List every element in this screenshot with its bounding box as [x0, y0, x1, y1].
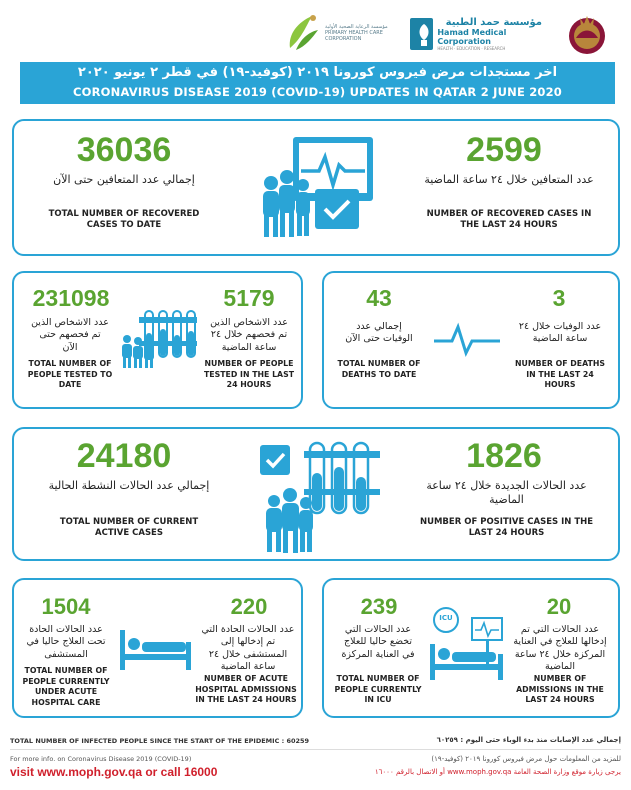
- visit-website-link[interactable]: visit www.moph.gov.qa or call 16000: [10, 765, 218, 779]
- active-daily-ar: عدد الحالات الجديدة خلال ٢٤ ساعة الماضية: [426, 479, 587, 507]
- icu-daily-ar: عدد الحالات التي تم إدخالها للعلاج في العناية المركزة خلال ٢٤ ساعة الماضية: [513, 624, 607, 673]
- more-info-en: For more info. on Coronavirus Disease 2019 (COVID-19): [10, 755, 192, 763]
- hospital-daily-ar: عدد الحالات الحادة التي تم إدخالها إلى المستشفى خلال ٢٤ ساعة الماضية: [201, 624, 295, 673]
- total-infected-en: TOTAL NUMBER OF INFECTED PEOPLE SINCE THE START OF THE EPIDEMIC : 60259: [10, 737, 310, 745]
- recovered-total-en: TOTAL NUMBER OF RECOVERED CASES TO DATE: [48, 209, 200, 231]
- tests-total-ar: عدد الاشخاص الذين تم فحصهم حتى الآن: [31, 317, 109, 353]
- tests-daily-value: 5179: [223, 285, 275, 311]
- icu-total-en: TOTAL NUMBER OF PEOPLE CURRENTLY IN ICU: [334, 674, 422, 705]
- total-infected-ar: إجمالي عدد الإصابات منذ بدء الوباء حتى اليوم : ٦٠٢٥٩: [436, 736, 621, 744]
- header-logos: [0, 0, 631, 62]
- active-cases-tubes-icon: [254, 437, 384, 557]
- tests-daily-ar: عدد الاشخاص الذين تم فحصهم خلال ٢٤ ساعة الماضية: [210, 317, 288, 353]
- recovered-total-value: 36036: [76, 131, 172, 169]
- hospital-total-value: 1504: [41, 594, 91, 619]
- recovered-daily-ar: عدد المتعافين خلال ٢٤ ساعة الماضية: [424, 173, 594, 186]
- hmc-name-ar: مؤسسة حمد الطبية: [445, 16, 542, 28]
- deaths-total-ar: إجمالي عدد الوفيات حتى الآن: [345, 321, 413, 345]
- deaths-daily-en: NUMBER OF DEATHS IN THE LAST 24 HOURS: [515, 359, 605, 390]
- active-daily-value: 1826: [466, 437, 542, 475]
- icu-label: ICU: [439, 614, 453, 622]
- deaths-daily-ar: عدد الوفيات خلال ٢٤ ساعة الماضية: [518, 321, 602, 345]
- recovered-people-monitor-icon: [249, 131, 379, 241]
- deaths-total-value: 43: [366, 285, 392, 311]
- hospital-daily-en: NUMBER OF ACUTE HOSPITAL ADMISSIONS IN THE LAST 24 HOURS: [195, 674, 297, 705]
- tests-daily-en: NUMBER OF PEOPLE TESTED IN THE LAST 24 HOURS: [203, 359, 295, 390]
- hmc-subtitle: HEALTH · EDUCATION · RESEARCH: [437, 45, 506, 51]
- icu-total-value: 239: [360, 594, 398, 619]
- icu-daily-value: 20: [546, 594, 572, 619]
- recovered-daily-en: NUMBER OF RECOVERED CASES IN THE LAST 24 HOURS: [426, 209, 592, 231]
- recovered-card: [12, 119, 620, 256]
- active-total-value: 24180: [76, 437, 172, 475]
- hospital-card: [12, 578, 303, 718]
- hospital-daily-value: 220: [230, 594, 268, 619]
- footer-divider: [10, 749, 621, 750]
- icu-card: [322, 578, 620, 718]
- hospital-total-en: TOTAL NUMBER OF PEOPLE CURRENTLY UNDER ACUTE HOSPITAL CARE: [22, 666, 110, 707]
- recovered-total-ar: إجمالي عدد المتعافين حتى الآن: [53, 173, 195, 186]
- active-daily-en: NUMBER OF POSITIVE CASES IN THE LAST 24 HOURS: [419, 517, 594, 539]
- test-tubes-people-icon: [119, 309, 199, 369]
- hmc-emblem-icon: [410, 18, 433, 50]
- tests-total-en: TOTAL NUMBER OF PEOPLE TESTED TO DATE: [27, 359, 113, 390]
- active-total-en: TOTAL NUMBER OF CURRENT ACTIVE CASES: [59, 517, 199, 539]
- title-arabic: اخر مستجدات مرض فيروس كورونا ٢٠١٩ (كوفيد-١٩) في قطر ٢ يونيو ٢٠٢٠: [77, 65, 558, 80]
- phcc-logo: [282, 8, 392, 58]
- recovered-daily-value: 2599: [466, 131, 542, 169]
- phcc-text: مؤسسة الرعاية الصحية الأولية PRIMARY HEALTH CARE CORPORATION: [325, 23, 388, 43]
- icu-daily-en: NUMBER OF ADMISSIONS IN THE LAST 24 HOURS: [516, 674, 604, 705]
- moph-emblem-icon: [562, 8, 612, 58]
- deaths-total-en: TOTAL NUMBER OF DEATHS TO DATE: [337, 359, 421, 379]
- tests-total-value: 231098: [32, 285, 110, 311]
- icu-total-ar: عدد الحالات التي تخضع حاليا للعلاج في العناية المركزة: [341, 624, 415, 660]
- active-card: [12, 427, 620, 561]
- hmc-logo: [410, 14, 542, 54]
- more-info-ar: للمزيد من المعلومات حول مرض فيروس كورونا ٢٠١٩ (كوفيد-١٩): [431, 755, 621, 763]
- hospital-total-ar: عدد الحالات الحادة تحت العلاج حاليا في المستشفى: [26, 624, 106, 660]
- visit-website-ar[interactable]: يرجى زيارة موقع وزارة الصحة العامة www.moph.gov.qa أو الاتصال بالرقم ١٦٠٠٠: [374, 768, 621, 776]
- deaths-card: [322, 271, 620, 409]
- tests-card: [12, 271, 303, 409]
- heartbeat-flatline-icon: [432, 319, 502, 359]
- phcc-leaf-icon: [282, 12, 322, 54]
- title-english: CORONAVIRUS DISEASE 2019 (COVID-19) UPDATES IN QATAR 2 JUNE 2020: [72, 85, 563, 99]
- title-banner: [20, 62, 615, 104]
- deaths-daily-value: 3: [552, 285, 566, 311]
- hmc-name-en: Hamad Medical Corporation: [437, 28, 507, 47]
- active-total-ar: إجمالي عدد الحالات النشطة الحالية: [48, 479, 210, 492]
- hospital-bed-icon: [118, 628, 194, 672]
